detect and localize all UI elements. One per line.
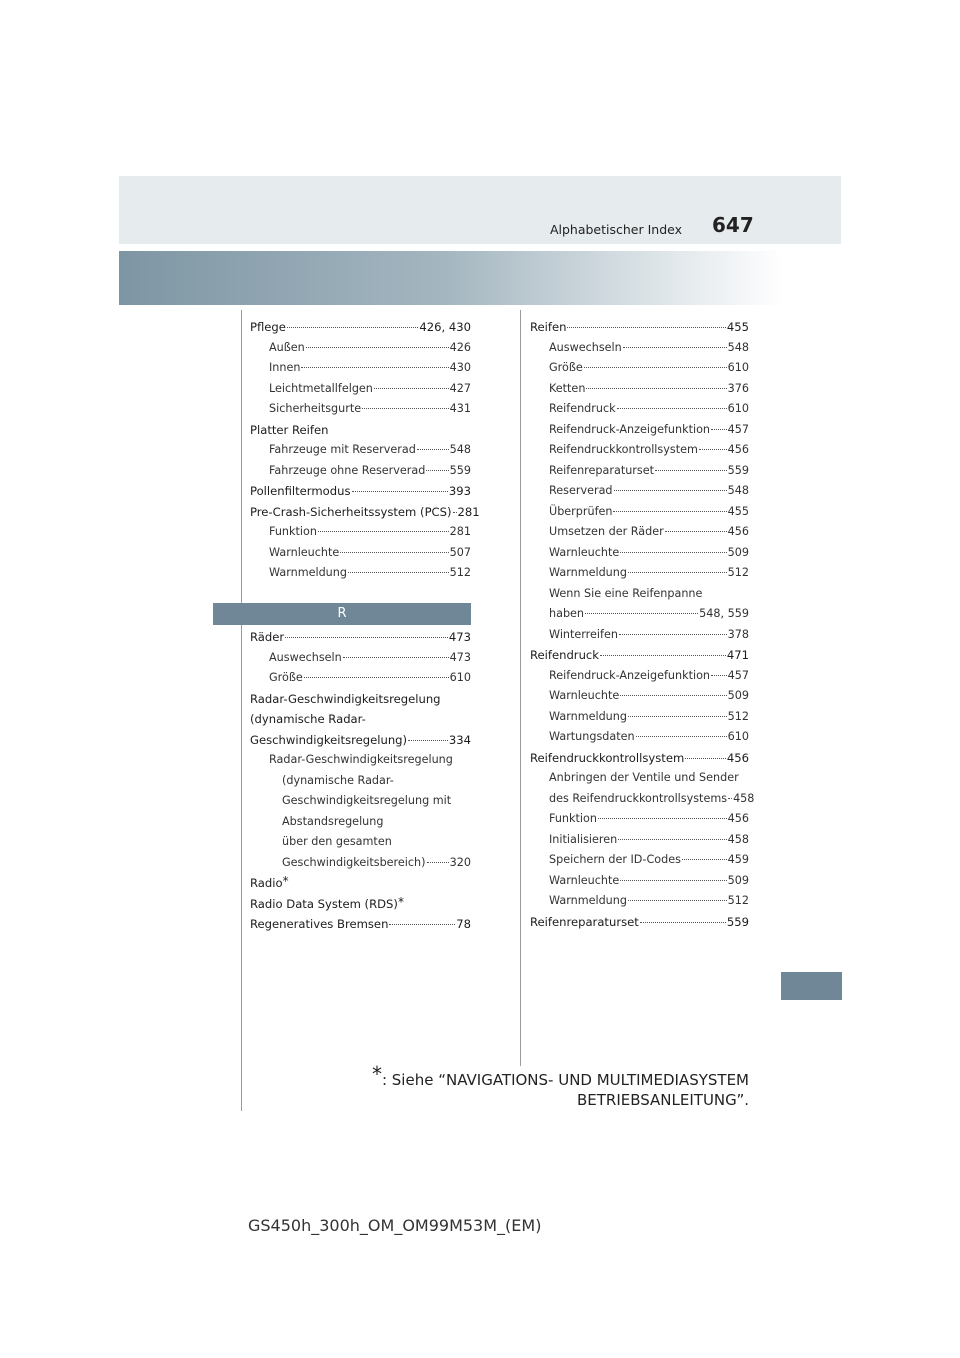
index-entry-text: Reifendruck-Anzeigefunktion	[549, 422, 711, 436]
index-column-left	[250, 317, 480, 584]
index-entry-text: Warnmeldung	[549, 566, 627, 579]
index-entry	[530, 686, 749, 707]
index-entry-text: Leichtmetallfelgen	[269, 381, 373, 395]
index-entry	[530, 891, 749, 912]
leader-dots	[614, 490, 727, 491]
index-entry-page: 456	[727, 443, 749, 456]
footnote-asterisk: *	[371, 1062, 382, 1086]
index-entry-text: Abstandsregelung	[282, 814, 384, 828]
index-entry	[250, 543, 471, 564]
index-entry-page: 393	[448, 484, 471, 498]
index-entry-text: Pollenfiltermodus	[250, 484, 351, 498]
leader-dots	[374, 388, 449, 389]
leader-dots	[306, 347, 449, 348]
index-entry	[530, 809, 749, 830]
leader-dots	[619, 634, 727, 635]
index-entry-text: Winterreifen	[549, 627, 618, 641]
index-entry	[530, 912, 749, 933]
index-entry-text: Auswechseln	[549, 340, 622, 354]
index-entry-page: 548	[727, 340, 749, 354]
index-entry-text: Warnleuchte	[549, 689, 620, 702]
index-entry	[250, 812, 471, 833]
index-entry-text: Größe	[549, 361, 583, 374]
index-entry	[530, 543, 749, 564]
index-entry-text: Pre-Crash-Sicherheitssystem (PCS)	[250, 504, 452, 519]
index-entry-text: Warnmeldung	[549, 894, 627, 907]
index-entry-page: 610	[449, 671, 471, 684]
column-divider-rule	[520, 310, 521, 1066]
index-entry-page: 512	[727, 709, 749, 723]
index-entry-text: Warnleuchte	[549, 873, 620, 887]
index-entry-page: 509	[727, 545, 749, 559]
index-entry	[250, 399, 471, 420]
index-entry-page: 610	[727, 730, 749, 743]
index-entry-page: 559	[727, 463, 749, 477]
index-entry-text: Warnleuchte	[549, 545, 620, 559]
leader-dots	[352, 491, 448, 492]
chapter-band	[119, 251, 841, 305]
index-entry-page: 430	[449, 361, 471, 374]
asterisk-mark: *	[282, 874, 289, 888]
leader-dots	[628, 572, 727, 573]
leader-dots	[620, 695, 726, 696]
leader-dots	[343, 657, 449, 658]
index-entry	[250, 379, 471, 400]
index-entry	[250, 709, 471, 730]
index-entry-page: 507	[449, 545, 471, 559]
index-entry	[250, 791, 471, 812]
index-entry	[250, 338, 471, 359]
leader-dots	[584, 367, 727, 368]
index-entry-page: 281	[449, 525, 471, 538]
index-entry	[530, 522, 749, 543]
index-entry	[530, 850, 749, 871]
index-entry-page: 457	[727, 668, 749, 682]
index-entry	[530, 830, 749, 851]
index-entry-text: Innen	[269, 361, 301, 374]
leader-dots	[453, 512, 457, 513]
leader-dots	[623, 347, 727, 348]
leader-dots	[628, 716, 727, 717]
leader-dots	[655, 470, 727, 471]
index-entry-text: Reifen	[530, 320, 567, 334]
index-entry	[530, 625, 749, 646]
index-entry-text: Reifenreparaturset	[530, 914, 639, 929]
index-entry	[530, 727, 749, 748]
index-entry-text: (dynamische Radar-	[282, 773, 394, 787]
section-title: Alphabetischer Index	[549, 222, 682, 237]
index-entry	[530, 604, 749, 625]
index-entry-text: Reifendruck-Anzeigefunktion	[549, 668, 711, 682]
index-entry-text: Reifendruckkontrollsystem	[549, 443, 698, 456]
index-entry-text: Anbringen der Ventile und Sender	[549, 771, 739, 784]
index-entry-text: Platter Reifen	[250, 422, 329, 437]
index-entry-text: Fahrzeuge ohne Reserverad	[269, 463, 426, 477]
index-entry-page: 456	[726, 750, 749, 765]
index-entry-text: (dynamische Radar-	[250, 712, 366, 726]
index-entry	[250, 502, 480, 523]
index-entry	[530, 707, 749, 728]
asterisk-mark: *	[397, 894, 404, 909]
index-entry	[250, 914, 471, 935]
index-entry-text: Regeneratives Bremsen	[250, 917, 389, 931]
index-entry-page: 455	[726, 320, 749, 334]
index-entry-text: Geschwindigkeitsregelung mit	[282, 794, 452, 807]
left-margin-rule	[241, 310, 242, 1111]
index-entry	[530, 317, 749, 338]
index-entry-text: Fahrzeuge mit Reserverad	[269, 443, 416, 456]
index-entry-page: 473	[449, 650, 471, 664]
leader-dots	[728, 798, 732, 799]
index-entry-page: 376	[727, 381, 749, 395]
index-entry-page: 458	[727, 832, 749, 846]
index-entry-page: 548, 559	[699, 607, 749, 620]
index-entry-text: Reifendruck	[530, 648, 600, 662]
index-entry	[530, 748, 749, 769]
index-entry	[250, 771, 471, 792]
index-entry-page: 456	[727, 812, 749, 825]
leader-dots	[427, 862, 449, 863]
index-entry	[530, 420, 749, 441]
index-entry-page: 471	[726, 648, 749, 662]
footnote	[371, 1062, 749, 1110]
leader-dots	[301, 367, 448, 368]
index-entry-page: 78	[456, 917, 471, 931]
index-entry	[530, 768, 749, 789]
index-entry-page: 458	[733, 791, 755, 805]
index-entry-page: 610	[727, 361, 749, 374]
index-entry	[530, 358, 749, 379]
index-entry	[250, 461, 471, 482]
leader-dots	[711, 675, 727, 676]
leader-dots	[340, 552, 448, 553]
index-entry-text: Ketten	[549, 381, 586, 395]
index-entry	[530, 481, 749, 502]
leader-dots	[408, 740, 448, 741]
index-entry	[250, 873, 471, 894]
leader-dots	[362, 408, 449, 409]
index-entry-page: 455	[727, 504, 749, 518]
index-entry-page: 427	[449, 381, 471, 395]
index-entry-page: 548	[449, 443, 471, 456]
index-entry	[530, 584, 749, 605]
index-entry-text: Funktion	[549, 812, 597, 825]
index-entry	[250, 440, 471, 461]
index-entry	[530, 666, 749, 687]
index-entry	[250, 689, 471, 710]
page-number: 647	[712, 213, 754, 237]
index-entry	[250, 750, 471, 771]
footnote-line-2: BETRIEBSANLEITUNG”.	[576, 1091, 749, 1109]
leader-dots	[699, 449, 727, 450]
index-entry	[250, 853, 471, 874]
index-entry	[250, 481, 471, 502]
index-entry	[250, 358, 471, 379]
index-entry	[250, 668, 471, 689]
leader-dots	[287, 327, 418, 328]
leader-dots	[304, 677, 449, 678]
index-entry-page: 334	[448, 732, 471, 747]
index-entry-text: Überprüfen	[549, 504, 613, 518]
index-entry-text: Geschwindigkeitsregelung)	[250, 732, 408, 747]
index-entry	[530, 645, 749, 666]
index-entry-text: Reifendruckkontrollsystem	[530, 750, 685, 765]
index-entry-page: 512	[449, 566, 471, 579]
index-entry-text: Auswechseln	[269, 650, 342, 664]
leader-dots	[685, 758, 726, 759]
leader-dots	[613, 511, 726, 512]
leader-dots	[586, 388, 726, 389]
index-entry-page: 559	[726, 914, 749, 929]
leader-dots	[567, 327, 725, 328]
index-entry-page: 459	[727, 853, 749, 866]
index-entry-page: 509	[727, 689, 749, 702]
index-entry-text: Warnmeldung	[549, 709, 627, 723]
index-entry-text: Geschwindigkeitsbereich)	[282, 855, 426, 869]
index-entry-text: Größe	[269, 671, 303, 684]
index-entry-page: 512	[727, 566, 749, 579]
index-entry	[530, 338, 749, 359]
index-entry-text: Speichern der ID-Codes	[549, 853, 681, 866]
index-entry-text: Warnleuchte	[269, 545, 340, 559]
leader-dots	[636, 736, 727, 737]
index-entry	[250, 832, 471, 853]
index-entry-page: 426	[449, 340, 471, 354]
leader-dots	[426, 470, 448, 471]
index-entry-page: 559	[449, 463, 471, 477]
index-entry-page: 431	[449, 402, 471, 415]
index-entry-page: 509	[727, 873, 749, 887]
index-entry-text: Initialisieren	[549, 832, 618, 846]
index-entry-page: 610	[727, 402, 749, 415]
leader-dots	[389, 924, 455, 925]
index-entry-text: Pflege	[250, 320, 286, 334]
index-entry	[530, 440, 749, 461]
leader-dots	[348, 572, 449, 573]
leader-dots	[600, 655, 726, 656]
index-entry-text: Räder	[250, 630, 285, 644]
index-entry	[250, 522, 471, 543]
index-entry-text: Radio	[250, 876, 283, 890]
index-entry-text: Sicherheitsgurte	[269, 402, 362, 415]
index-entry-text: Umsetzen der Räder	[549, 525, 664, 538]
index-entry-text: haben	[549, 607, 585, 620]
index-entry-page: 512	[727, 894, 749, 907]
index-entry	[530, 871, 749, 892]
index-entry	[250, 563, 471, 584]
letter-heading-r: R	[213, 603, 471, 625]
leader-dots	[665, 531, 727, 532]
index-column-right	[530, 317, 755, 932]
leader-dots	[682, 859, 727, 860]
leader-dots	[640, 922, 726, 923]
leader-dots	[285, 637, 448, 638]
index-entry-text: Wenn Sie eine Reifenpanne	[549, 586, 703, 600]
index-entry	[250, 627, 471, 648]
index-entry	[250, 420, 471, 441]
index-entry-page: 457	[727, 422, 749, 436]
index-column-left-r	[250, 627, 471, 935]
index-entry	[250, 730, 471, 751]
leader-dots	[585, 613, 698, 614]
index-entry-text: des Reifendruckkontrollsystems	[549, 791, 728, 805]
index-entry-text: Reserverad	[549, 484, 613, 497]
leader-dots	[620, 880, 726, 881]
leader-dots	[620, 552, 726, 553]
leader-dots	[417, 449, 449, 450]
leader-dots	[598, 818, 727, 819]
index-entry-page: 378	[727, 627, 749, 641]
index-entry	[530, 399, 749, 420]
index-entry-text: Radar-Geschwindigkeitsregelung	[250, 691, 441, 706]
index-entry-text: Radar-Geschwindigkeitsregelung	[269, 753, 453, 766]
index-entry-page: 456	[727, 525, 749, 538]
index-entry-text: Reifendruck	[549, 402, 616, 415]
chapter-side-tab	[781, 972, 842, 1000]
index-entry	[530, 563, 749, 584]
index-entry-text: Funktion	[269, 525, 317, 538]
index-entry-page: 473	[448, 630, 471, 644]
index-entry	[250, 317, 471, 338]
index-entry	[530, 379, 749, 400]
index-entry	[530, 789, 755, 810]
index-entry-page: 320	[449, 855, 471, 869]
index-entry-text: Wartungsdaten	[549, 730, 635, 743]
index-entry-page: 281	[457, 504, 480, 519]
document-code: GS450h_300h_OM_OM99M53M_(EM)	[248, 1216, 542, 1235]
leader-dots	[618, 839, 726, 840]
index-entry-text: Reifenreparaturset	[549, 463, 654, 477]
index-entry-text: über den gesamten	[282, 835, 392, 848]
index-entry-text: Warnmeldung	[269, 566, 347, 579]
leader-dots	[617, 408, 727, 409]
index-entry-page: 426, 430	[419, 320, 471, 334]
leader-dots	[711, 429, 727, 430]
index-entry	[530, 502, 749, 523]
index-entry	[250, 648, 471, 669]
footnote-line-1: *: Siehe “NAVIGATIONS- UND MULTIMEDIASYSTEM	[371, 1062, 749, 1089]
index-entry-page: 548	[727, 484, 749, 497]
leader-dots	[318, 531, 449, 532]
index-entry-text: Außen	[269, 340, 305, 354]
index-entry	[250, 894, 471, 915]
index-entry	[530, 461, 749, 482]
index-entry-text: Radio Data System (RDS)	[250, 896, 398, 911]
leader-dots	[628, 900, 727, 901]
